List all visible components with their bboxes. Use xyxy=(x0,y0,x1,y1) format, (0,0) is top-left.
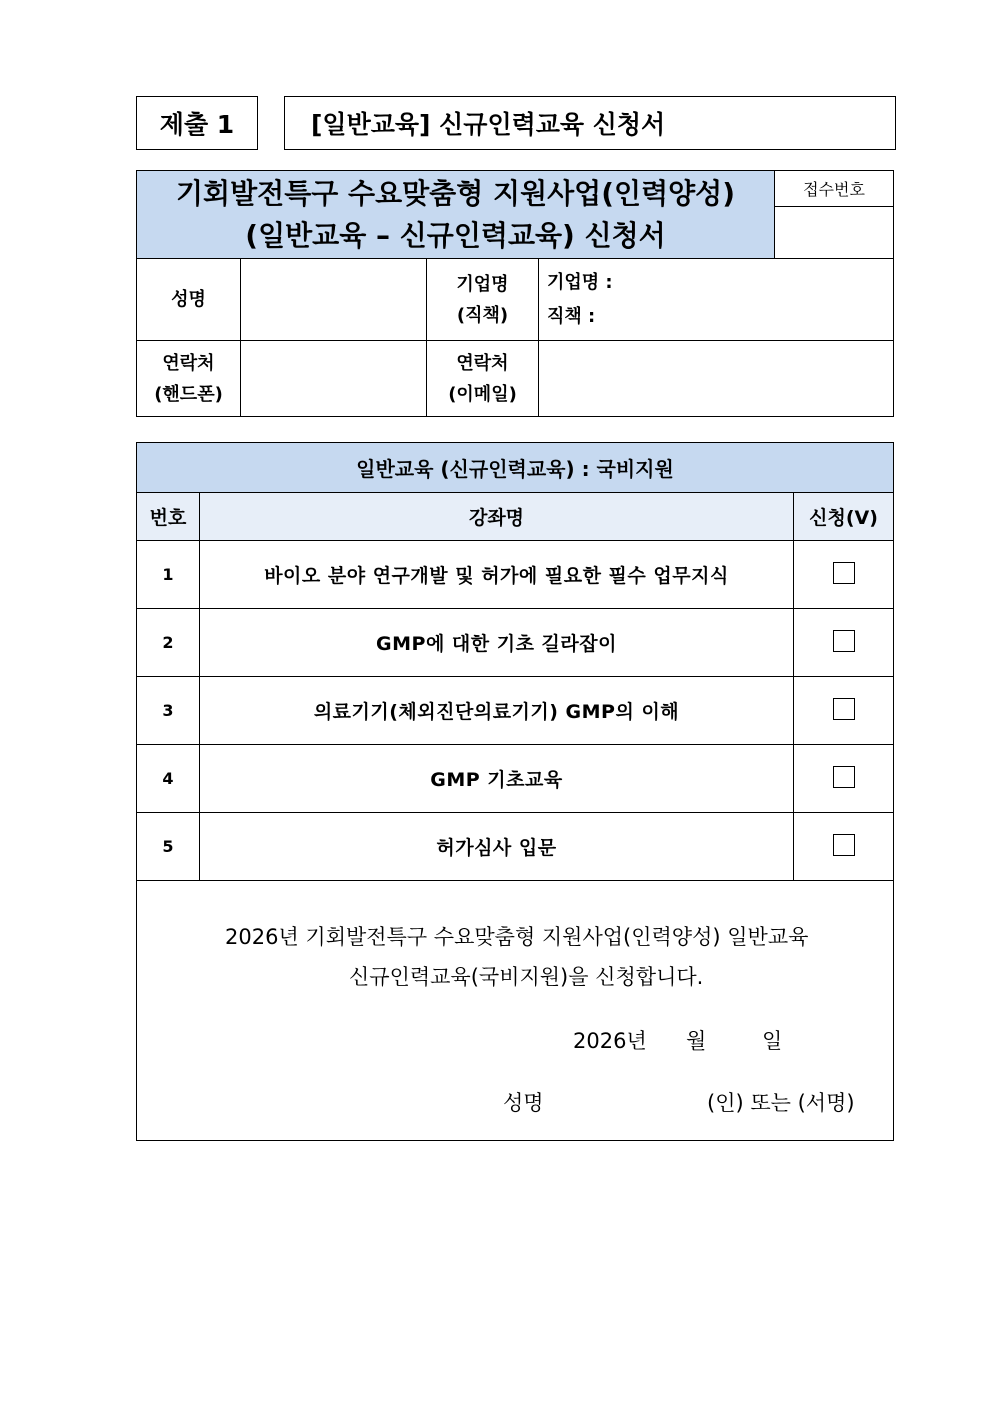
apply-checkbox[interactable] xyxy=(833,698,855,720)
course-number: 2 xyxy=(137,609,200,677)
company-label-line-2: (직책) xyxy=(456,304,509,326)
course-number: 3 xyxy=(137,677,200,745)
course-name: 허가심사 입문 xyxy=(200,813,794,881)
program-title-line-2: (일반교육 – 신규인력교육) 신청서 xyxy=(245,218,666,252)
apply-checkbox[interactable] xyxy=(833,834,855,856)
course-name: GMP 기초교육 xyxy=(200,745,794,813)
company-label-line-1: 기업명 xyxy=(456,273,509,295)
date-year: 2026년 xyxy=(573,1029,647,1053)
program-title xyxy=(137,171,775,259)
course-name: 바이오 분야 연구개발 및 허가에 필요한 필수 업무지식 xyxy=(200,541,794,609)
course-name: 의료기기(체외진단의료기기) GMP의 이해 xyxy=(200,677,794,745)
course-number: 5 xyxy=(137,813,200,881)
date-month: 월 xyxy=(686,1029,707,1053)
phone-label-line-1: 연락처 xyxy=(162,352,215,374)
apply-cell xyxy=(794,813,894,881)
email-label-line-2: (이메일) xyxy=(448,383,517,405)
signature-suffix: (인) 또는 (서명) xyxy=(707,1091,855,1115)
phone-label xyxy=(137,341,241,417)
course-number: 1 xyxy=(137,541,200,609)
company-position-field[interactable] xyxy=(539,259,894,341)
company-name-field-label: 기업명 : xyxy=(547,271,613,293)
table-row xyxy=(137,813,894,881)
apply-checkbox[interactable] xyxy=(833,562,855,584)
course-name: GMP에 대한 기초 길라잡이 xyxy=(200,609,794,677)
column-header-course-name: 강좌명 xyxy=(200,493,794,541)
name-label: 성명 xyxy=(137,259,241,341)
application-statement xyxy=(137,881,894,1141)
apply-checkbox[interactable] xyxy=(833,766,855,788)
phone-field[interactable] xyxy=(241,341,427,417)
email-label xyxy=(427,341,539,417)
course-number: 4 xyxy=(137,745,200,813)
program-title-line-1: 기회발전특구 수요맞춤형 지원사업(인력양성) xyxy=(176,176,736,210)
receipt-number-field[interactable] xyxy=(775,207,894,259)
email-label-line-1: 연락처 xyxy=(456,352,509,374)
company-label xyxy=(427,259,539,341)
submission-label: 제출 1 xyxy=(159,110,235,139)
table-row xyxy=(137,745,894,813)
statement-line-1: 2026년 기회발전특구 수요맞춤형 지원사업(인력양성) 일반교육 xyxy=(225,925,809,949)
column-header-apply: 신청(V) xyxy=(794,493,894,541)
apply-cell xyxy=(794,609,894,677)
column-header-number: 번호 xyxy=(137,493,200,541)
apply-cell xyxy=(794,541,894,609)
signature-name-label: 성명 xyxy=(503,1091,544,1115)
applicant-info-table xyxy=(136,170,894,417)
statement-line-2: 신규인력교육(국비지원)을 신청합니다. xyxy=(349,965,704,989)
receipt-number-label: 접수번호 xyxy=(775,171,894,207)
form-title-box xyxy=(284,96,896,150)
name-field[interactable] xyxy=(241,259,427,341)
table-row xyxy=(137,677,894,745)
course-application-table xyxy=(136,442,894,1141)
table-row xyxy=(137,541,894,609)
apply-checkbox[interactable] xyxy=(833,630,855,652)
submission-number-box xyxy=(136,96,258,150)
apply-cell xyxy=(794,745,894,813)
email-field[interactable] xyxy=(539,341,894,417)
table-row xyxy=(137,609,894,677)
form-title: [일반교육] 신규인력교육 신청서 xyxy=(311,110,666,139)
course-section-title: 일반교육 (신규인력교육) : 국비지원 xyxy=(137,443,894,493)
position-field-label: 직책 : xyxy=(547,305,596,327)
date-day: 일 xyxy=(762,1029,783,1053)
apply-cell xyxy=(794,677,894,745)
phone-label-line-2: (핸드폰) xyxy=(154,383,223,405)
